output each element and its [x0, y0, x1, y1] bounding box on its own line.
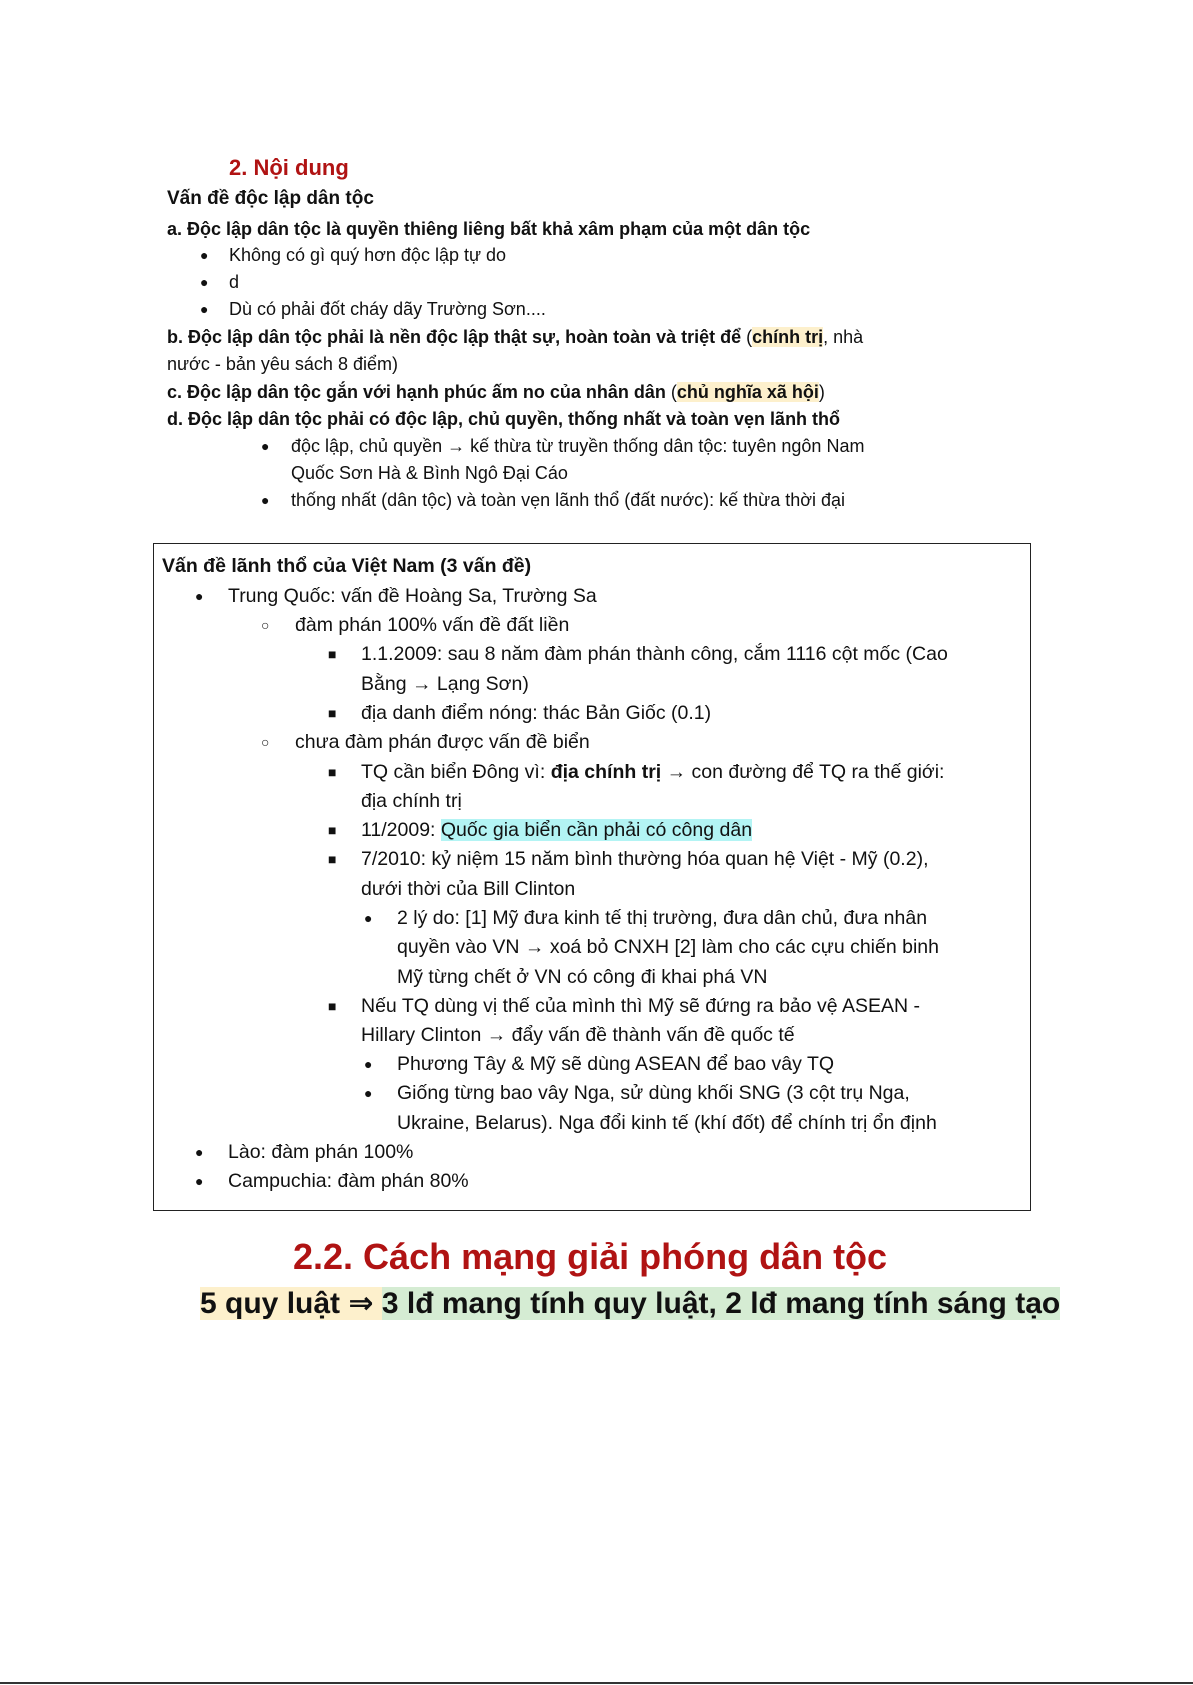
west-item: Phương Tây & Mỹ sẽ dùng ASEAN để bao vây TQ	[397, 1053, 835, 1075]
land-sub-1-line-2: Bằng → Lạng Sơn)	[361, 673, 529, 695]
reason-line-1: 2 lý do: [1] Mỹ đưa kinh tế thị trường, đưa dân chủ, đưa nhân	[397, 907, 928, 929]
laos-item: Lào: đàm phán 100%	[228, 1141, 414, 1163]
sea-sub-1-bold: địa chính trị	[550, 761, 662, 783]
point-a-bullet-2: d	[229, 272, 240, 292]
sea-sub-1-line-1	[361, 758, 944, 787]
bullet-dot: ●	[200, 301, 209, 317]
point-b-heading: b. Độc lập dân tộc phải là nền độc lập thật sự, hoàn toàn và triệt để	[167, 327, 742, 347]
china-item: Trung Quốc: vấn đề Hoàng Sa, Trường Sa	[228, 585, 597, 607]
sea-item: chưa đàm phán được vấn đề biển	[295, 731, 590, 753]
square-bullet: ■	[328, 822, 337, 838]
sea-sub-1-line-2: địa chính trị	[361, 790, 462, 812]
footer-divider	[0, 1682, 1193, 1684]
bullet-dot: ●	[195, 1144, 204, 1160]
bullet-dot: ●	[364, 910, 373, 926]
russia-line-2: Ukraine, Belarus). Nga đổi kinh tế (khí đốt) để chính trị ổn định	[397, 1112, 937, 1134]
point-a-heading: a. Độc lập dân tộc là quyền thiêng liêng bất khả xâm phạm của một dân tộc	[167, 219, 811, 239]
bullet-dot: ●	[195, 588, 204, 604]
point-b-line-1	[167, 324, 863, 351]
cambodia-item: Campuchia: đàm phán 80%	[228, 1170, 469, 1192]
point-a-bullet-3: Dù có phải đốt cháy dãy Trường Sơn....	[229, 299, 546, 319]
bullet-dot: ●	[364, 1085, 373, 1101]
point-c-heading: c. Độc lập dân tộc gắn với hạnh phúc ấm no của nhân dân	[167, 382, 666, 402]
square-bullet: ■	[328, 705, 337, 721]
point-a-bullet-1: Không có gì quý hơn độc lập tự do	[229, 245, 507, 265]
square-bullet: ■	[328, 764, 337, 780]
sea-sub-1-pre: TQ cần biển Đông vì:	[361, 761, 551, 783]
revolution-laws	[200, 1284, 1060, 1324]
sea-sub-4-line-2: Hillary Clinton → đẩy vấn đề thành vấn đề quốc tế	[361, 1024, 795, 1046]
point-c-line	[167, 379, 825, 406]
section-title: 2. Nội dung	[229, 155, 349, 180]
sea-sub-4-line-1: Nếu TQ dùng vị thế của mình thì Mỹ sẽ đứng ra bảo vệ ASEAN -	[361, 995, 920, 1017]
circle-bullet: ○	[261, 617, 270, 633]
land-sub-1-line-1: 1.1.2009: sau 8 năm đàm phán thành công, cắm 1116 cột mốc (Cao	[361, 643, 948, 665]
territory-title: Vấn đề lãnh thổ của Việt Nam (3 vấn đề)	[162, 555, 532, 577]
paren-open: (	[665, 382, 677, 402]
land-sub-2: địa danh điểm nóng: thác Bản Giốc (0.1)	[361, 702, 712, 724]
bullet-dot: ●	[261, 438, 270, 454]
bullet-dot: ●	[200, 247, 209, 263]
sea-sub-2	[361, 816, 752, 845]
point-d-bullet-1-line-2: Quốc Sơn Hà & Bình Ngô Đại Cáo	[291, 463, 568, 483]
sea-sub-2-pre: 11/2009:	[361, 819, 441, 841]
revolution-title: 2.2. Cách mạng giải phóng dân tộc	[293, 1236, 888, 1277]
point-b-rest: , nhà	[823, 327, 864, 347]
laws-prefix: 5 quy luật ⇒	[200, 1287, 382, 1320]
bullet-dot: ●	[364, 1056, 373, 1072]
sea-sub-3-line-2: dưới thời của Bill Clinton	[361, 878, 576, 900]
point-c-highlight: chủ nghĩa xã hội	[676, 382, 819, 402]
square-bullet: ■	[328, 646, 337, 662]
section-subtitle: Vấn đề độc lập dân tộc	[167, 188, 374, 209]
square-bullet: ■	[328, 998, 337, 1014]
bullet-dot: ●	[261, 492, 270, 508]
point-d-bullet-2: thống nhất (dân tộc) và toàn vẹn lãnh thổ (đất nước): kế thừa thời đại	[291, 490, 846, 510]
laws-highlight: 3 lđ mang tính quy luật, 2 lđ mang tính sáng tạo	[381, 1287, 1061, 1320]
sea-sub-3-line-1: 7/2010: kỷ niệm 15 năm bình thường hóa quan hệ Việt - Mỹ (0.2),	[361, 848, 929, 870]
point-d-heading: d. Độc lập dân tộc phải có độc lập, chủ quyền, thống nhất và toàn vẹn lãnh thổ	[167, 409, 841, 429]
point-d-bullet-1-line-1: độc lập, chủ quyền → kế thừa từ truyền thống dân tộc: tuyên ngôn Nam	[291, 436, 865, 456]
square-bullet: ■	[328, 851, 337, 867]
paren-open: (	[741, 327, 753, 347]
circle-bullet: ○	[261, 734, 270, 750]
sea-sub-1-post: → con đường để TQ ra thế giới:	[661, 761, 945, 783]
point-b-line-2: nước - bản yêu sách 8 điểm)	[167, 354, 398, 374]
reason-line-2: quyền vào VN → xoá bỏ CNXH [2] làm cho các cựu chiến binh	[397, 936, 939, 958]
paren-close: )	[818, 382, 825, 402]
land-item: đàm phán 100% vấn đề đất liền	[295, 614, 570, 636]
reason-line-3: Mỹ từng chết ở VN có công đi khai phá VN	[397, 966, 768, 988]
russia-line-1: Giống từng bao vây Nga, sử dùng khối SNG (3 cột trụ Nga,	[397, 1082, 910, 1104]
bullet-dot: ●	[195, 1173, 204, 1189]
sea-sub-2-highlight: Quốc gia biển cần phải có công dân	[440, 819, 753, 841]
point-b-highlight: chính trị	[752, 327, 824, 347]
bullet-dot: ●	[200, 274, 209, 290]
